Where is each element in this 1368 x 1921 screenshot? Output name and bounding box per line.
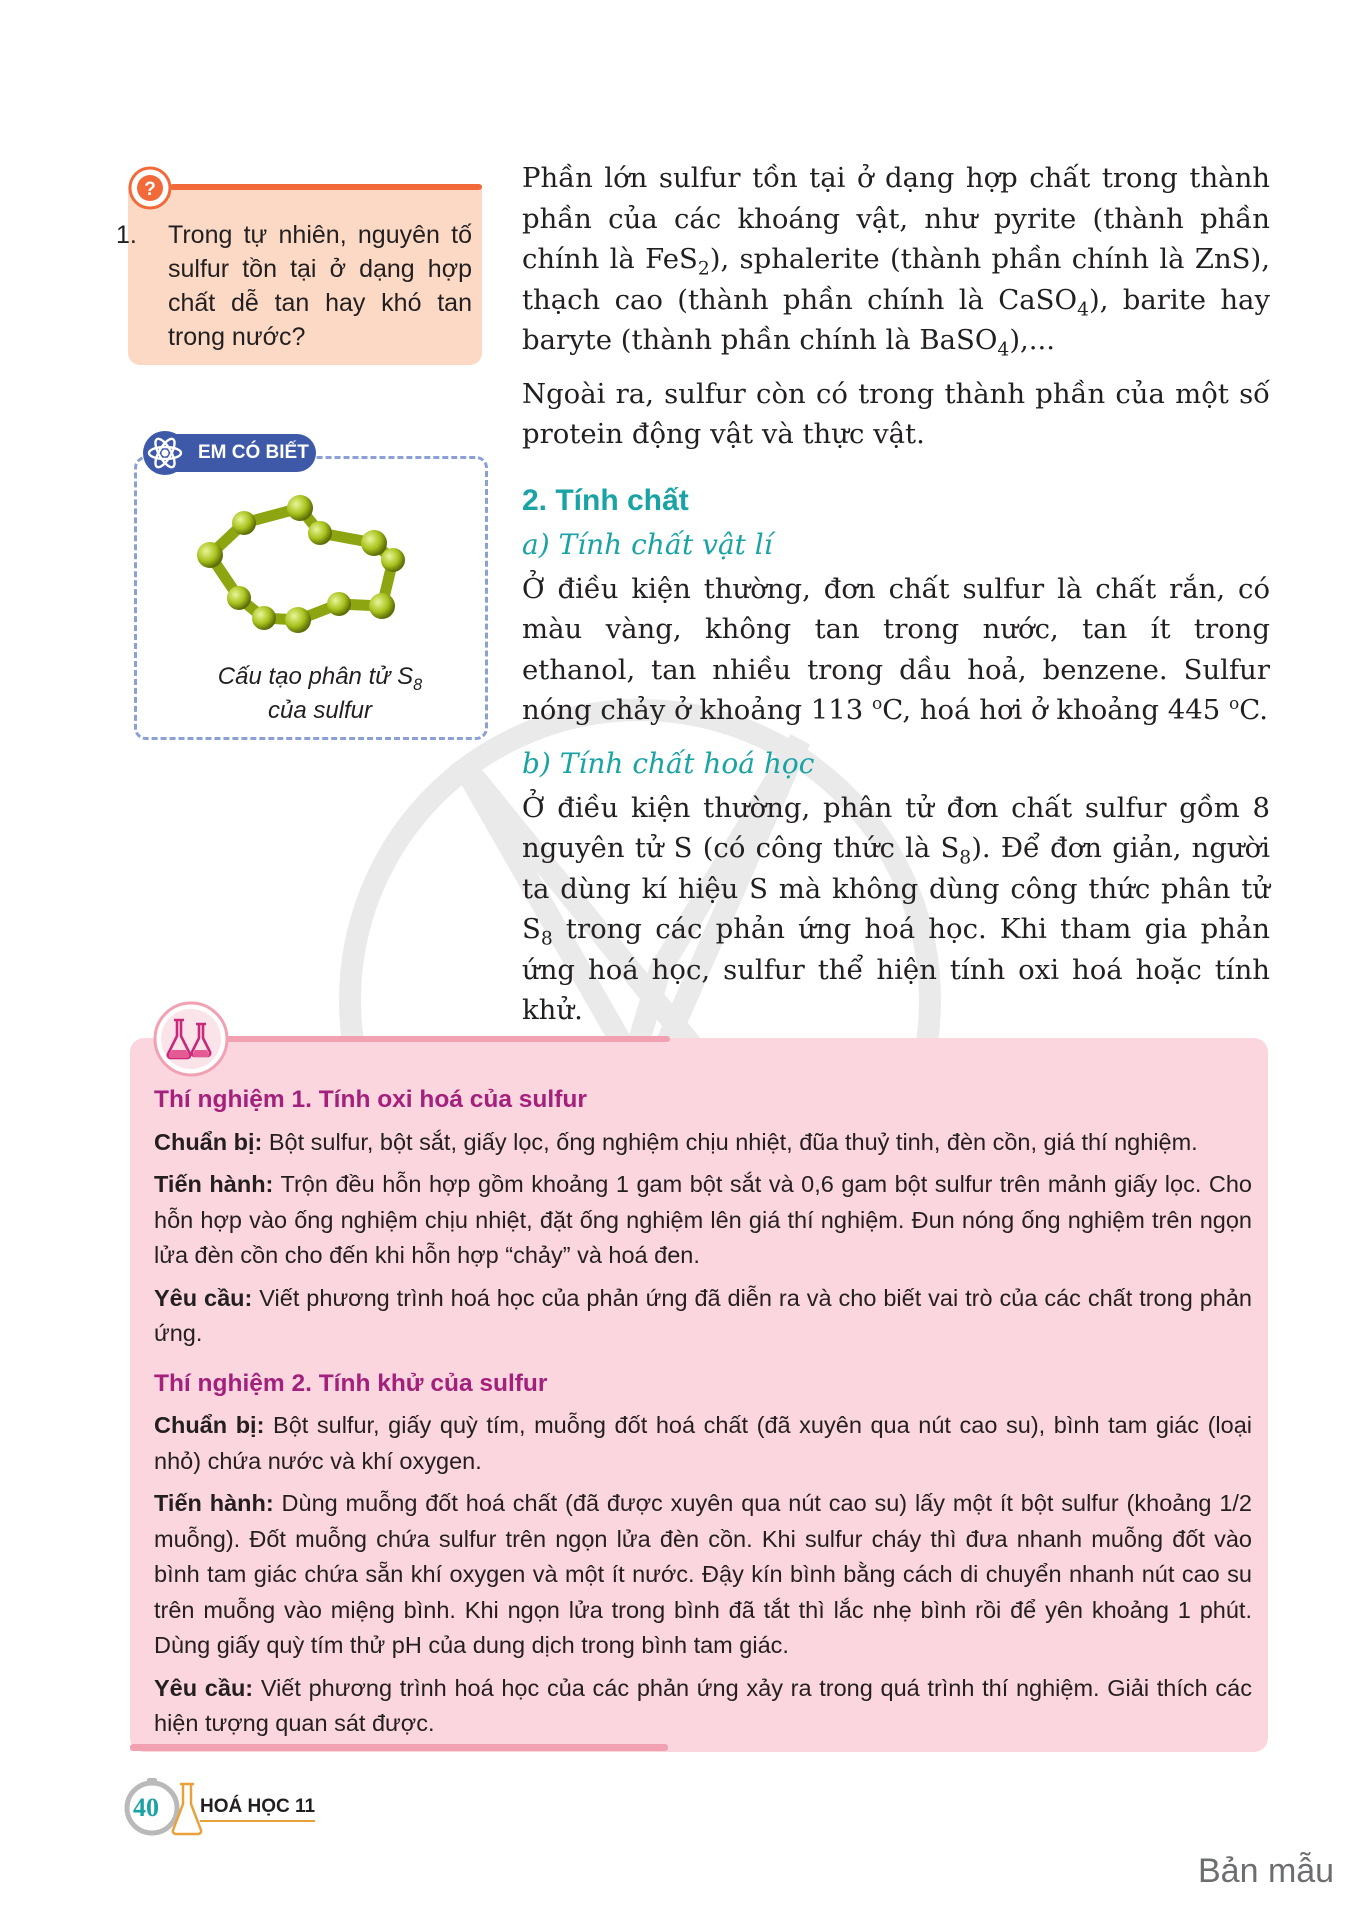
p1-sub-b: 4 <box>1077 299 1089 320</box>
sample-label: Bản mẫu <box>1198 1852 1335 1890</box>
requirement-label: Yêu cầu: <box>154 1284 253 1311</box>
experiment-1-title: Thí nghiệm 1. Tính oxi hoá của sulfur <box>154 1086 587 1113</box>
caption-subscript: 8 <box>413 675 423 694</box>
procedure-label: Tiến hành: <box>154 1171 274 1197</box>
requirement-text: Viết phương trình hoá học của các phản ứng xảy ra trong quá trình thí nghiệm. Giải thích các hiện tượng quan sát được. <box>154 1674 1252 1736</box>
question-icon <box>128 166 172 210</box>
procedure-text: Dùng muỗng đốt hoá chất (đã được xuyên qua nút cao su) lấy một ít bột sulfur (khoảng 1/2 muỗng). Đốt muỗng chứa sulfur trên ngọn lửa đèn cồn. Khi sulfur cháy thì đưa nhanh muỗng đốt vào bình tam giác chứa sẵn khí oxygen và một ít nước. Đậy kín bình bằng cách di chuyển nhanh nút cao su trên muỗng vào miệng bình. Khi ngọn lửa trong bình đã tắt thì lắc nhẹ bình rồi để yên khoảng 1 phút. Dùng giấy quỳ tím thử pH của dung dịch trong bình tam giác. <box>154 1490 1252 1658</box>
caption-suffix: của sulfur <box>267 697 373 724</box>
procedure-text: Trộn đều hỗn hợp gồm khoảng 1 gam bột sắt và 0,6 gam bột sulfur trên mảnh giấy lọc. Cho hỗn hợp vào ống nghiệm chịu nhiệt, đặt ống nghiệm lên giá thí nghiệm. Đun nóng ống nghiệm trên ngọn lửa đèn cồn cho đến khi hỗn hợp “chảy” và hoá đen. <box>154 1171 1252 1268</box>
subsection-chemical: b) Tính chất hoá học <box>522 746 815 780</box>
p1-text-a: Phần lớn sulfur tồn tại ở dạng hợp chất trong thành phần của các khoáng vật, như pyrite (thành phần chính là FeS <box>522 162 1270 275</box>
p1-text-c: ), barite hay baryte (thành phần chính là BaSO <box>522 283 1270 356</box>
paragraph-physical <box>522 569 1270 731</box>
procedure-label: Tiến hành: <box>154 1490 274 1516</box>
p1-text-b: ), sphalerite (thành phần chính là ZnS), thạch cao (thành phần chính là CaSO <box>522 243 1270 316</box>
experiment-content <box>154 1082 1252 1749</box>
p4-sub-1: 8 <box>959 847 972 869</box>
p3-text-c: C. <box>1239 694 1269 726</box>
paragraph-chemical <box>522 788 1270 1031</box>
p4-sub-2: 8 <box>540 928 553 950</box>
prep-label: Chuẩn bị: <box>154 1128 263 1155</box>
s8-molecule-image <box>186 478 436 648</box>
section-title: 2. Tính chất <box>522 483 689 517</box>
p3-text-a: Ở điều kiện thường, đơn chất sulfur là chất rắn, có màu vàng, không tan trong nước, tan ít trong ethanol, tan nhiều trong dầu hoả, benzene. Sulfur nóng chảy ở khoảng 113 <box>522 572 1270 726</box>
book-title: HOÁ HỌC 11 <box>200 1796 315 1822</box>
experiment-1-requirement <box>154 1281 1252 1352</box>
p1-sub-c: 4 <box>997 339 1010 361</box>
page-number: 40 <box>133 1793 159 1822</box>
degree-sign-2: o <box>1228 693 1240 714</box>
requirement-label: Yêu cầu: <box>154 1674 254 1701</box>
p4-text-c: trong các phản ứng hoá học. Khi tham gia phản ứng hoá học, sulfur thể hiện tính oxi hoá hoặc tính khử. <box>522 913 1270 1026</box>
requirement-text: Viết phương trình hoá học của phản ứng đã diễn ra và cho biết vai trò của các chất trong phản ứng. <box>154 1284 1252 1346</box>
experiment-2-procedure <box>154 1486 1252 1664</box>
degree-sign-1: o <box>872 693 883 714</box>
caption-prefix: Cấu tạo phân tử S <box>217 663 414 690</box>
p1-sub-a: 2 <box>697 258 710 280</box>
question-number: 1. <box>116 221 137 249</box>
flask-icon <box>152 1000 230 1078</box>
paragraph-minerals <box>522 158 1270 361</box>
p4-text-b: ). Để đơn giản, người ta dùng kí hiệu S mà không dùng công thức phân tử S <box>522 832 1270 945</box>
question-box-rule <box>170 184 482 190</box>
p3-text-b: C, hoá hơi ở khoảng 445 <box>882 694 1229 726</box>
question-text <box>116 218 472 354</box>
p4-text-a: Ở điều kiện thường, phân tử đơn chất sulfur gồm 8 nguyên tử S (có công thức là S <box>522 791 1270 864</box>
question-body: Trong tự nhiên, nguyên tố sulfur tồn tại ở dạng hợp chất dễ tan hay khó tan trong nước? <box>168 221 472 351</box>
atom-icon <box>142 430 188 476</box>
experiment-2-prep <box>154 1408 1252 1479</box>
main-column <box>522 158 1270 1044</box>
did-you-know-badge: EM CÓ BIẾT <box>150 434 316 472</box>
molecule-caption <box>180 660 460 728</box>
subsection-physical: a) Tính chất vật lí <box>522 527 773 561</box>
p1-text-d: ),... <box>1009 324 1056 356</box>
prep-label: Chuẩn bị: <box>154 1412 265 1438</box>
experiment-1-procedure <box>154 1167 1252 1274</box>
experiment-box-rule <box>190 1036 670 1042</box>
prep-text: Bột sulfur, bột sắt, giấy lọc, ống nghiệm chịu nhiệt, đũa thuỷ tinh, đèn cồn, giá thí nghiệm. <box>262 1128 1198 1155</box>
svg-text:?: ? <box>144 179 156 200</box>
experiment-2-requirement <box>154 1671 1252 1742</box>
experiment-2-title: Thí nghiệm 2. Tính khử của sulfur <box>154 1369 548 1397</box>
prep-text: Bột sulfur, giấy quỳ tím, muỗng đốt hoá chất (đã xuyên qua nút cao su), bình tam giác (loại nhỏ) chứa nước và khí oxygen. <box>154 1412 1253 1474</box>
experiment-1-prep <box>154 1125 1252 1161</box>
paragraph-protein: Ngoài ra, sulfur còn có trong thành phần của một số protein động vật và thực vật. <box>522 377 1270 450</box>
